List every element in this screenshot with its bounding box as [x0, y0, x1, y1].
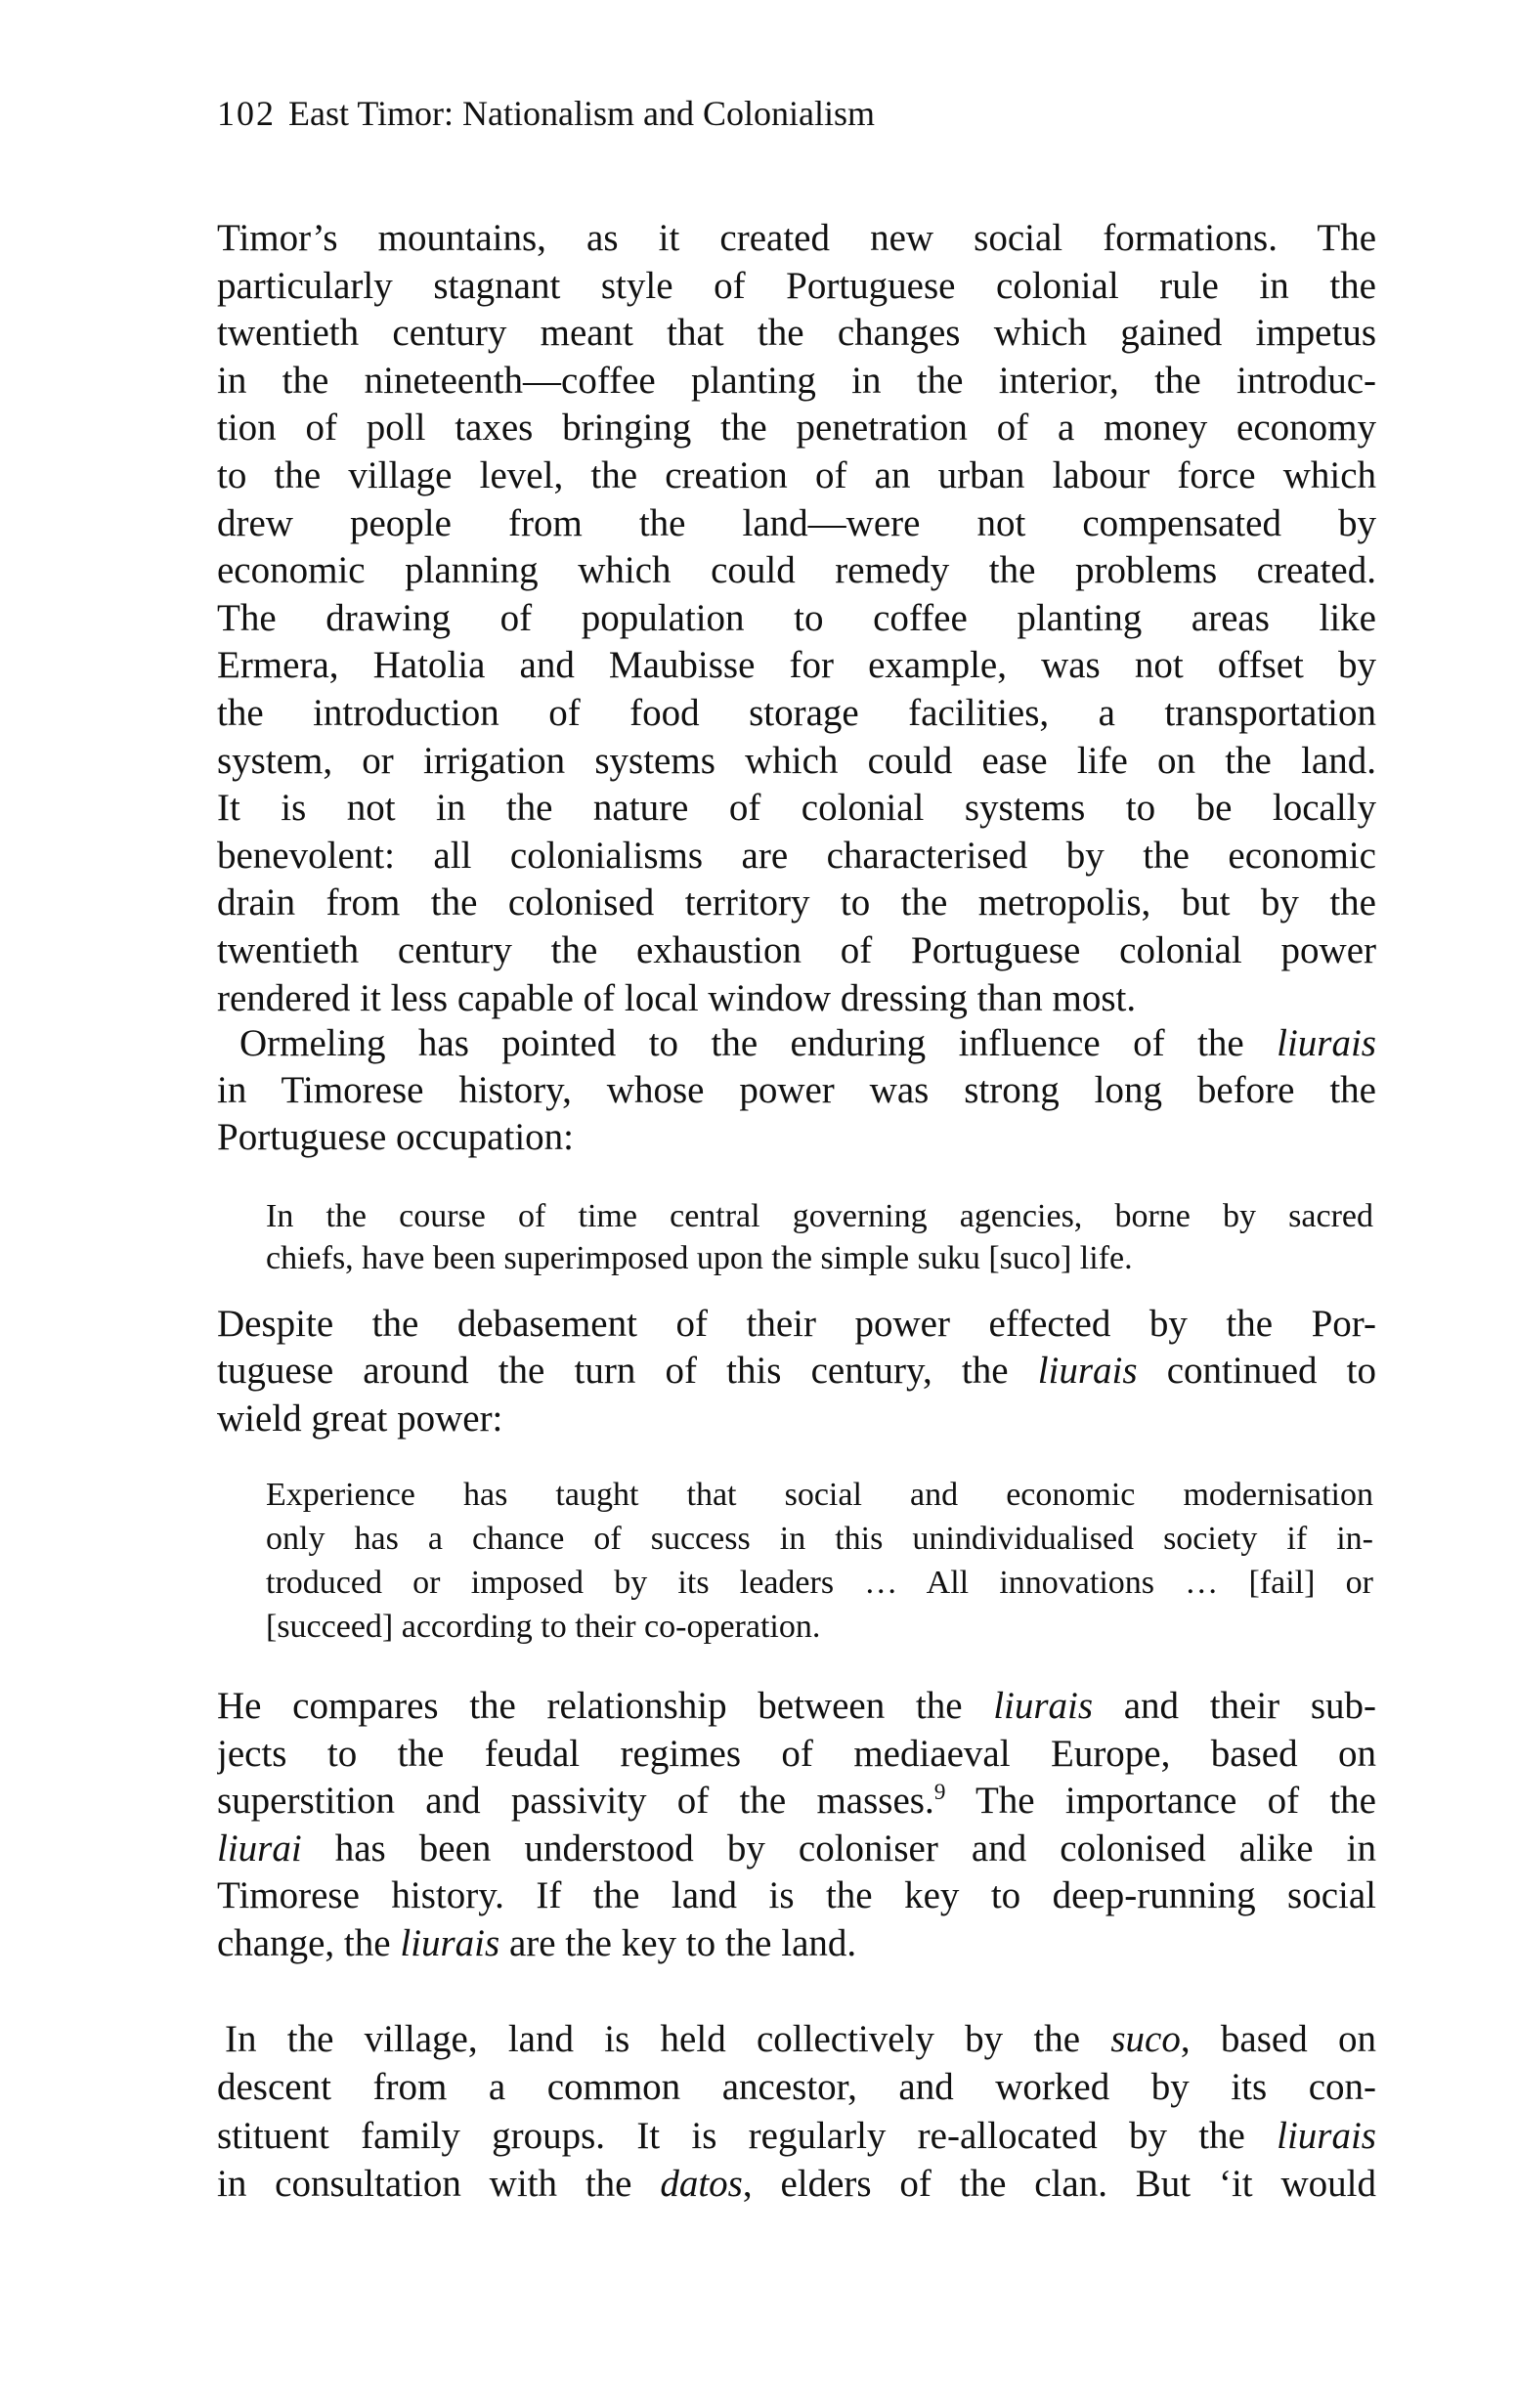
- text-run: rendered it less capable of local window dressing than most.: [217, 976, 1137, 1019]
- text-run: change, the: [217, 1922, 401, 1964]
- italic-term: datos: [660, 2162, 743, 2205]
- text-line: [217, 1683, 1376, 1730]
- text-run: Ormeling has pointed to the enduring influence of the: [239, 1022, 1278, 1064]
- text-line: [217, 975, 1376, 1022]
- text-run: twentieth century meant that the changes which gained impetus: [217, 312, 1376, 355]
- text-line: [217, 2161, 1376, 2208]
- text-run: He compares the relationship between the: [217, 1685, 994, 1727]
- text-run: stituent family groups. It is regularly re-allocated by the: [217, 2114, 1278, 2157]
- italic-term: liurais: [993, 1685, 1094, 1727]
- text-line: [217, 2064, 1376, 2111]
- text-run: system, or irrigation systems which could ease life on the land.: [217, 739, 1376, 782]
- text-run: in consultation with the: [217, 2162, 661, 2205]
- text-line: [217, 595, 1376, 642]
- text-run: the introduction of food storage facilities, a transportation: [217, 692, 1376, 734]
- text-run: The drawing of population to coffee planting areas like: [217, 596, 1376, 639]
- text-run: in Timorese history, whose power was strong long before the: [217, 1069, 1376, 1111]
- text-line: [217, 1826, 1376, 1872]
- text-line: [225, 2016, 1376, 2063]
- text-line: [217, 880, 1376, 926]
- text-run: twentieth century the exhaustion of Portuguese colonial power: [217, 929, 1376, 971]
- text-run: and their sub-: [1093, 1685, 1376, 1727]
- text-run: particularly stagnant style of Portuguese colonial rule in the: [217, 264, 1376, 307]
- text-line: [217, 738, 1376, 785]
- italic-term: liurais: [1277, 2114, 1376, 2157]
- text-line: [217, 500, 1376, 547]
- text-run: It is not in the nature of colonial systems to be locally: [217, 787, 1376, 830]
- text-line: [217, 215, 1376, 262]
- text-run: drain from the colonised territory to the metropolis, but by the: [217, 882, 1376, 924]
- text-run: to the village level, the creation of an urban labour force which: [217, 454, 1376, 496]
- italic-term: liurai: [217, 1827, 302, 1870]
- text-run: wield great power:: [217, 1398, 503, 1440]
- text-line: [266, 1474, 1373, 1517]
- text-run: only has a chance of success in this unindividualised society if in-: [266, 1521, 1373, 1557]
- text-line: [217, 1114, 1376, 1161]
- text-run: tuguese around the turn of this century, the: [217, 1350, 1038, 1392]
- text-run: tion of poll taxes bringing the penetration of a money economy: [217, 407, 1376, 450]
- text-line: [217, 1778, 1376, 1825]
- text-line: [217, 358, 1376, 405]
- text-run: , based on: [1180, 2018, 1376, 2060]
- text-run: Portuguese occupation:: [217, 1116, 574, 1158]
- text-run: descent from a common ancestor, and worked by its con-: [217, 2066, 1376, 2109]
- text-run: troduced or imposed by its leaders … All innovations … [fail] or: [266, 1565, 1373, 1601]
- italic-term: liurais: [400, 1922, 500, 1964]
- text-run: The importance of the: [945, 1780, 1376, 1823]
- text-line: [217, 1731, 1376, 1778]
- text-line: [217, 1348, 1376, 1395]
- text-run: Despite the debasement of their power effected by the Por-: [217, 1303, 1376, 1345]
- text-line: [266, 1606, 1373, 1649]
- text-line: [217, 927, 1376, 974]
- text-line: [217, 2113, 1376, 2160]
- text-line: [217, 1301, 1376, 1348]
- text-run: economic planning which could remedy the problems created.: [217, 549, 1376, 592]
- text-line: [217, 642, 1376, 689]
- text-run: chiefs, have been superimposed upon the simple suku [suco] life.: [266, 1240, 1133, 1276]
- text-line: [217, 690, 1376, 737]
- text-line: [217, 1872, 1376, 1919]
- text-line: [217, 833, 1376, 880]
- text-line: [239, 1020, 1376, 1067]
- text-run: has been understood by coloniser and colonised alike in: [301, 1827, 1376, 1870]
- text-line: [266, 1562, 1373, 1605]
- italic-term: suco: [1110, 2018, 1181, 2060]
- text-run: Experience has taught that social and economic modernisation: [266, 1477, 1373, 1513]
- text-run: continued to: [1137, 1350, 1376, 1392]
- text-run: jects to the feudal regimes of mediaeval Europe, based on: [217, 1732, 1376, 1775]
- text-line: [217, 547, 1376, 594]
- text-run: drew people from the land—were not compensated by: [217, 501, 1376, 544]
- running-title: East Timor: Nationalism and Colonialism: [288, 94, 876, 133]
- text-line: [217, 452, 1376, 499]
- text-run: Timor’s mountains, as it created new social formations. The: [217, 217, 1376, 259]
- text-line: [217, 1396, 1376, 1442]
- text-line: [217, 785, 1376, 832]
- text-run: In the village, land is held collectively by the: [225, 2018, 1111, 2060]
- text-line: [217, 1067, 1376, 1114]
- text-line: [266, 1195, 1373, 1238]
- text-run: benevolent: all colonialisms are characterised by the economic: [217, 834, 1376, 877]
- text-line: [217, 310, 1376, 357]
- text-line: [217, 405, 1376, 452]
- text-line: [217, 1920, 1376, 1967]
- text-run: Timorese history. If the land is the key to deep-running social: [217, 1874, 1376, 1917]
- text-line: [217, 263, 1376, 310]
- italic-term: liurais: [1277, 1022, 1376, 1064]
- text-line: [266, 1237, 1373, 1280]
- text-run: are the key to the land.: [499, 1922, 857, 1964]
- text-run: superstition and passivity of the masses.: [217, 1780, 934, 1823]
- footnote-ref: 9: [933, 1780, 946, 1806]
- text-line: [266, 1518, 1373, 1561]
- page-number: 102: [217, 94, 276, 133]
- text-run: , elders of the clan. But ‘it would: [742, 2162, 1376, 2205]
- text-run: In the course of time central governing agencies, borne by sacred: [266, 1198, 1373, 1234]
- text-run: in the nineteenth—coffee planting in the interior, the introduc-: [217, 359, 1376, 402]
- text-run: Ermera, Hatolia and Maubisse for example, was not offset by: [217, 644, 1376, 687]
- italic-term: liurais: [1037, 1350, 1138, 1392]
- text-run: [succeed] according to their co-operation.: [266, 1609, 821, 1645]
